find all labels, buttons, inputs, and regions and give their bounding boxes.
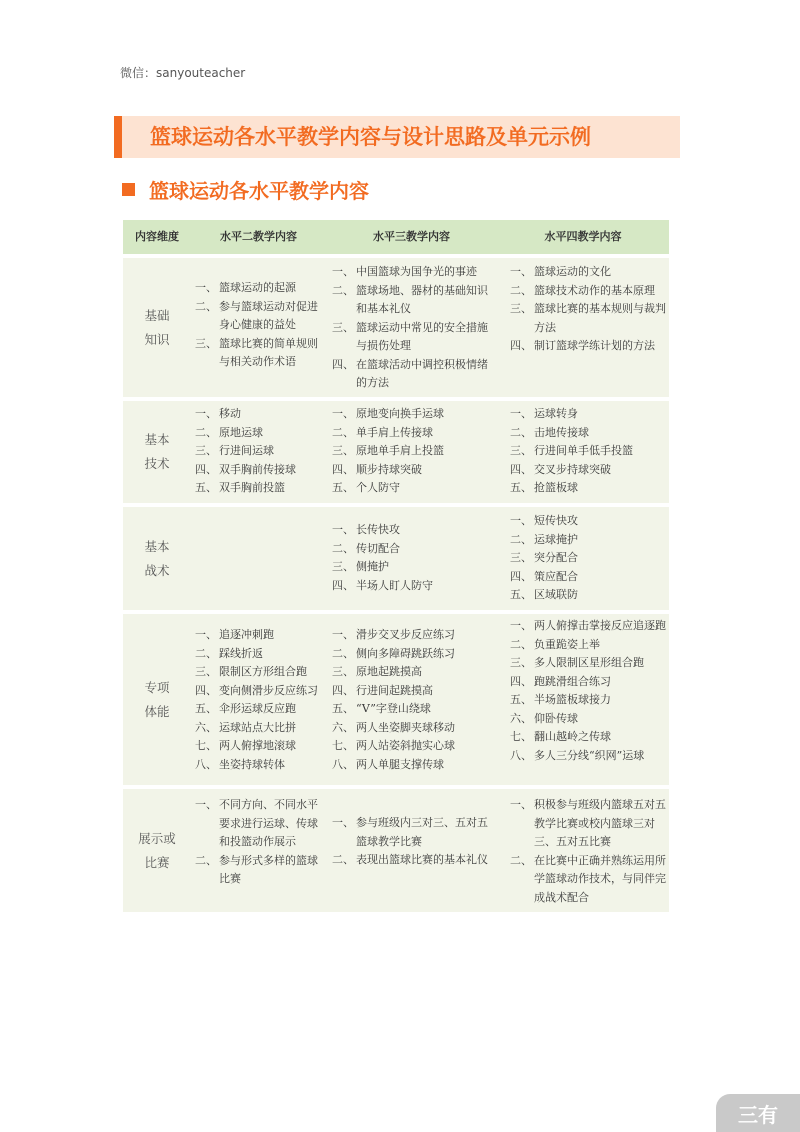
square-bullet-icon: [122, 183, 135, 196]
list-item: [332, 356, 494, 393]
cell-r0-level2: [195, 279, 323, 372]
item-text: 不同方向、不同水平要求进行运球、传球和投篮动作展示: [219, 798, 318, 848]
item-number: 五、: [332, 702, 354, 715]
list-item: [195, 626, 323, 645]
item-text: 移动: [219, 407, 241, 420]
item-number: 三、: [195, 444, 217, 457]
item-text: 传切配合: [356, 541, 400, 555]
item-number: 四、: [510, 569, 532, 583]
item-number: 七、: [195, 739, 217, 752]
item-number: 八、: [510, 748, 532, 762]
item-number: 三、: [332, 665, 354, 678]
list-item: [332, 282, 494, 319]
header-level-4: 水平四教学内容: [497, 220, 669, 254]
item-text: 双手胸前传接球: [219, 462, 296, 476]
item-number: 二、: [195, 646, 217, 660]
list-item: [332, 577, 494, 596]
list-item: [195, 405, 323, 424]
list-item: [332, 663, 494, 682]
list-item: [195, 796, 323, 852]
item-number: 四、: [195, 683, 217, 697]
item-text: 参与班级内三对三、五对五篮球教学比赛: [356, 816, 488, 848]
item-text: 制订篮球学练计划的方法: [534, 339, 655, 352]
item-number: 一、: [195, 407, 217, 420]
row-label-line: 基本: [144, 432, 170, 447]
section-heading: [122, 174, 369, 204]
cell-r1-level2: [195, 405, 323, 498]
item-number: 四、: [510, 462, 532, 476]
header-level-2: 水平二教学内容: [191, 220, 326, 254]
row-label-line: 知识: [144, 331, 170, 347]
item-number: 三、: [510, 444, 532, 457]
item-text: 伞形运球反应跑: [219, 702, 296, 715]
item-number: 二、: [510, 532, 532, 546]
row-divider: [123, 397, 669, 401]
list-item: [510, 568, 666, 587]
item-text: 击地传接球: [534, 425, 589, 439]
cell-r1-level3: [332, 405, 494, 498]
cell-r3-level4: [510, 617, 666, 765]
item-text: 半场人盯人防守: [356, 578, 433, 592]
item-number: 四、: [510, 674, 532, 688]
item-text: 区域联防: [534, 588, 578, 601]
item-number: 六、: [510, 711, 532, 725]
item-number: 二、: [332, 541, 354, 555]
item-text: 两人单腿支撑传球: [356, 757, 444, 771]
item-text: 翻山越岭之传球: [534, 730, 611, 743]
item-number: 七、: [332, 739, 354, 752]
item-text: 两人坐姿脚夹球移动: [356, 720, 455, 734]
corner-logo: 三有: [716, 1094, 800, 1132]
cell-r3-level2: [195, 626, 323, 774]
item-number: 一、: [332, 407, 354, 420]
item-number: 八、: [332, 757, 354, 771]
list-item: [510, 654, 666, 673]
item-text: 参与形式多样的篮球比赛: [219, 853, 318, 885]
item-text: 策应配合: [534, 569, 578, 583]
row-label-line: 基本: [144, 538, 170, 554]
list-item: [332, 461, 494, 480]
item-text: 跑跳滑组合练习: [534, 674, 611, 688]
item-number: 四、: [510, 339, 532, 352]
list-item: [510, 691, 666, 710]
item-number: 三、: [195, 336, 217, 350]
item-number: 一、: [195, 628, 217, 641]
item-text: 原地单手肩上投篮: [356, 444, 444, 457]
item-text: 两人站姿斜抛实心球: [356, 739, 455, 752]
list-item: [195, 719, 323, 738]
row-divider: [123, 610, 669, 614]
item-number: 四、: [332, 462, 354, 476]
row-divider: [123, 503, 669, 507]
cell-r3-level3: [332, 626, 494, 774]
list-item: [332, 756, 494, 775]
item-number: 二、: [332, 425, 354, 439]
cell-r2-level4: [510, 512, 666, 605]
cell-r2-level3: [332, 521, 494, 595]
item-number: 六、: [332, 720, 354, 734]
item-number: 五、: [195, 481, 217, 494]
list-item: [332, 645, 494, 664]
list-item: [332, 424, 494, 443]
list-item: [195, 424, 323, 443]
item-text: 踩线折返: [219, 646, 263, 660]
item-text: 原地起跳摸高: [356, 665, 422, 678]
item-text: 表现出篮球比赛的基本礼仪: [356, 853, 488, 866]
item-text: 变向侧滑步反应练习: [219, 683, 318, 697]
item-number: 三、: [332, 560, 354, 573]
list-item: [332, 319, 494, 356]
list-item: [195, 663, 323, 682]
item-text: 短传快攻: [534, 514, 578, 527]
list-item: [510, 549, 666, 568]
item-text: 篮球比赛的简单规则与相关动作术语: [219, 336, 318, 368]
list-item: [332, 540, 494, 559]
list-item: [195, 442, 323, 461]
row-label-line: 基础: [144, 307, 170, 323]
item-text: 篮球运动的文化: [534, 265, 611, 278]
item-number: 二、: [510, 283, 532, 297]
item-number: 三、: [510, 302, 532, 315]
item-number: 二、: [332, 853, 354, 866]
item-number: 一、: [510, 619, 532, 632]
item-number: 一、: [332, 265, 354, 278]
item-number: 五、: [332, 481, 354, 494]
row-label-line: 技术: [144, 456, 170, 471]
item-number: 二、: [510, 637, 532, 651]
row-divider: [123, 785, 669, 789]
item-number: 二、: [332, 283, 354, 297]
item-number: 四、: [332, 578, 354, 592]
list-item: [195, 279, 323, 298]
item-text: 运球掩护: [534, 532, 578, 546]
list-item: [510, 852, 666, 908]
header-dimension: 内容维度: [123, 220, 191, 254]
item-text: 两人俯撑击掌接反应追逐跑: [534, 619, 666, 632]
item-text: 在篮球活动中调控积极情绪的方法: [356, 357, 488, 389]
item-text: 行进间单手低手投篮: [534, 444, 633, 457]
item-text: 长传快攻: [356, 523, 400, 536]
item-number: 五、: [195, 702, 217, 715]
item-text: 篮球比赛的基本规则与裁判方法: [534, 302, 666, 334]
item-text: 多人限制区星形组合跑: [534, 656, 644, 669]
item-number: 一、: [195, 798, 217, 811]
cell-r4-level2: [195, 796, 323, 889]
list-item: [510, 461, 666, 480]
list-item: [195, 645, 323, 664]
banner-accent-bar: [114, 116, 122, 158]
item-number: 一、: [510, 407, 532, 420]
item-text: 篮球运动中常见的安全措施与损伤处理: [356, 320, 488, 352]
item-number: 三、: [510, 656, 532, 669]
section-title: 篮球运动各水平教学内容: [149, 178, 369, 203]
list-item: [510, 405, 666, 424]
item-number: 一、: [332, 816, 354, 829]
list-item: [510, 747, 666, 766]
item-number: 一、: [195, 281, 217, 294]
item-number: 一、: [332, 523, 354, 536]
list-item: [195, 461, 323, 480]
list-item: [510, 282, 666, 301]
item-text: 运球转身: [534, 407, 578, 420]
item-number: 八、: [195, 757, 217, 771]
item-text: 抢篮板球: [534, 481, 578, 494]
list-item: [510, 636, 666, 655]
list-item: [332, 479, 494, 498]
cell-r4-level4: [510, 796, 666, 907]
item-text: 侧向多障碍跳跃练习: [356, 646, 455, 660]
item-number: 四、: [332, 357, 354, 371]
list-item: [510, 796, 666, 852]
item-text: “V”字登山绕球: [356, 702, 431, 715]
list-item: [332, 719, 494, 738]
item-text: 在比赛中正确并熟练运用所学篮球动作技术，与同伴完成战术配合: [534, 853, 666, 904]
list-item: [195, 737, 323, 756]
row-label-show-or-match: [123, 789, 191, 912]
item-number: 一、: [510, 514, 532, 527]
item-number: 二、: [332, 646, 354, 660]
row-label-basic-knowledge: [123, 258, 191, 397]
item-text: 原地变向换手运球: [356, 407, 444, 420]
list-item: [195, 298, 323, 335]
cell-r0-level3: [332, 263, 494, 393]
list-item: [510, 673, 666, 692]
item-number: 五、: [510, 481, 532, 494]
item-text: 交叉步持球突破: [534, 462, 611, 476]
list-item: [195, 700, 323, 719]
list-item: [195, 479, 323, 498]
item-number: 一、: [510, 265, 532, 278]
item-number: 四、: [332, 683, 354, 697]
item-text: 多人三分线“织网”运球: [534, 748, 645, 762]
item-text: 篮球场地、器材的基础知识和基本礼仪: [356, 283, 488, 315]
item-text: 坐姿持球转体: [219, 757, 285, 771]
row-label-line: 战术: [144, 562, 170, 578]
item-number: 二、: [510, 853, 532, 867]
row-label-basic-technique: [123, 401, 191, 503]
row-label-basic-tactics: [123, 507, 191, 610]
header-level-3: 水平三教学内容: [326, 220, 497, 254]
row-label-line: 比赛: [144, 854, 170, 870]
item-text: 追逐冲刺跑: [219, 628, 274, 641]
list-item: [510, 728, 666, 747]
list-item: [332, 521, 494, 540]
row-label-line: 展示或: [138, 830, 176, 846]
cell-r0-level4: [510, 263, 666, 356]
list-item: [195, 852, 323, 889]
item-text: 两人俯撑地滚球: [219, 739, 296, 752]
item-number: 四、: [195, 462, 217, 476]
item-text: 滑步交叉步反应练习: [356, 628, 455, 641]
list-item: [510, 617, 666, 636]
item-number: 二、: [195, 299, 217, 313]
item-text: 负重跪姿上举: [534, 637, 600, 651]
wechat-id: 微信：sanyouteacher: [120, 66, 246, 80]
row-divider: [123, 254, 669, 258]
list-item: [332, 263, 494, 282]
item-text: 侧掩护: [356, 560, 389, 573]
item-number: 一、: [510, 798, 532, 811]
row-label-special-fitness: [123, 614, 191, 785]
item-text: 积极参与班级内篮球五对五教学比赛或校内篮球三对三、五对五比赛: [534, 798, 666, 848]
list-item: [332, 442, 494, 461]
cell-r4-level3: [332, 814, 494, 870]
cell-r1-level4: [510, 405, 666, 498]
item-number: 二、: [195, 425, 217, 439]
item-text: 突分配合: [534, 551, 578, 564]
list-item: [510, 337, 666, 356]
item-text: 原地运球: [219, 425, 263, 439]
banner-title: 篮球运动各水平教学内容与设计思路及单元示例: [150, 125, 591, 149]
title-banner: [114, 116, 680, 158]
item-number: 一、: [332, 628, 354, 641]
item-text: 篮球运动的起源: [219, 281, 296, 294]
item-text: 行进间起跳摸高: [356, 683, 433, 697]
list-item: [510, 531, 666, 550]
item-number: 七、: [510, 730, 532, 743]
list-item: [332, 737, 494, 756]
list-item: [195, 682, 323, 701]
list-item: [332, 700, 494, 719]
row-label-line: 专项: [144, 679, 170, 695]
item-text: 半场篮板球接力: [534, 693, 611, 706]
item-text: 顺步持球突破: [356, 462, 422, 476]
list-item: [332, 851, 494, 870]
list-item: [510, 263, 666, 282]
item-text: 参与篮球运动对促进身心健康的益处: [219, 299, 318, 331]
list-item: [332, 405, 494, 424]
item-text: 个人防守: [356, 481, 400, 494]
item-number: 三、: [510, 551, 532, 564]
item-number: 六、: [195, 720, 217, 734]
list-item: [332, 814, 494, 851]
item-text: 双手胸前投篮: [219, 481, 285, 494]
list-item: [332, 626, 494, 645]
item-text: 限制区方形组合跑: [219, 665, 307, 678]
list-item: [332, 558, 494, 577]
item-text: 行进间运球: [219, 444, 274, 457]
item-text: 运球站点大比拼: [219, 720, 296, 734]
list-item: [510, 710, 666, 729]
item-number: 三、: [332, 320, 354, 334]
item-number: 三、: [332, 444, 354, 457]
list-item: [195, 756, 323, 775]
list-item: [510, 512, 666, 531]
item-text: 中国篮球为国争光的事迹: [356, 265, 477, 278]
item-number: 五、: [510, 693, 532, 706]
item-number: 三、: [195, 665, 217, 678]
item-text: 篮球技术动作的基本原理: [534, 283, 655, 297]
list-item: [510, 586, 666, 605]
item-number: 五、: [510, 588, 532, 601]
item-text: 仰卧传球: [534, 711, 578, 725]
row-label-line: 体能: [144, 703, 170, 719]
list-item: [332, 682, 494, 701]
list-item: [195, 335, 323, 372]
list-item: [510, 300, 666, 337]
item-number: 二、: [195, 853, 217, 867]
item-text: 单手肩上传接球: [356, 425, 433, 439]
list-item: [510, 479, 666, 498]
list-item: [510, 442, 666, 461]
item-number: 二、: [510, 425, 532, 439]
list-item: [510, 424, 666, 443]
